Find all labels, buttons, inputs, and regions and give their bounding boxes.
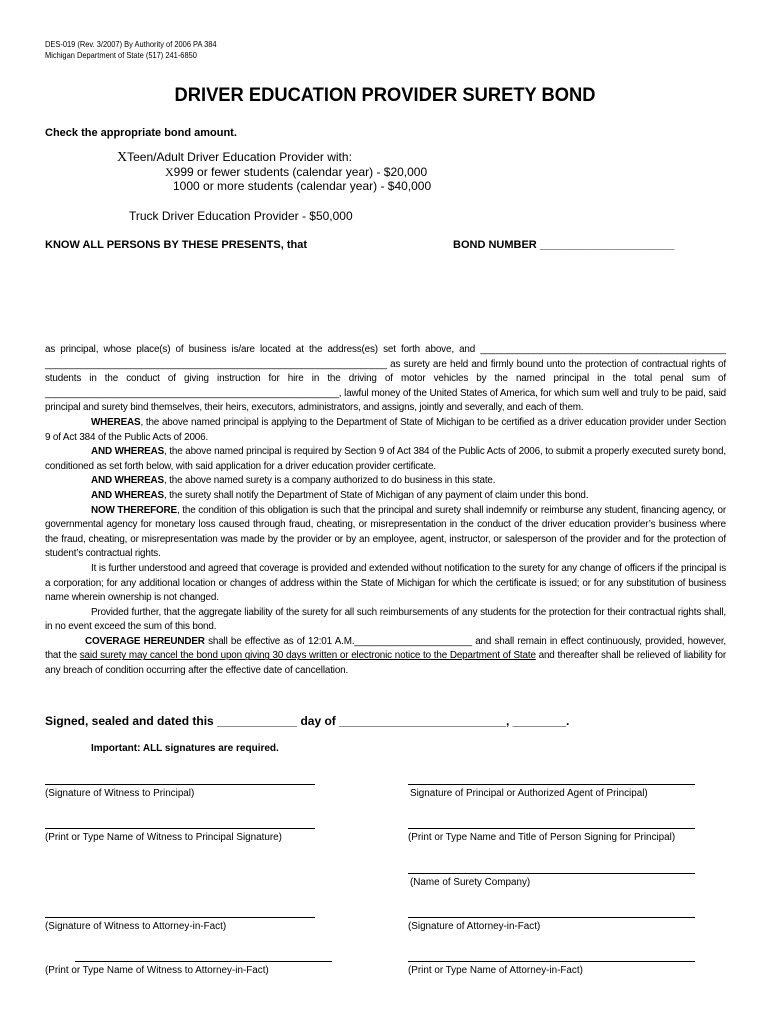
print-principal-line[interactable] bbox=[408, 828, 695, 829]
department-contact: Michigan Department of State (517) 241-6850 bbox=[45, 50, 197, 60]
option-999-checkmark[interactable]: X bbox=[165, 165, 174, 179]
attorney-signature-label: (Signature of Attorney-in-Fact) bbox=[408, 921, 541, 932]
and-whereas-text-3: , the surety shall notify the Department of State of Michigan of any payment of claim under this bond. bbox=[163, 489, 589, 501]
now-therefore-text: , the condition of this obligation is such that the principal and surety shall indemnify or reimburse any student, financing agency, or governmental agency for monetary loss caused through fraud, cheating, or misrepresentation in the conduct of the driver education provider’s business where the fraud, cheating, or misrepresentation was made by the provider or by an employee, agent, instructor, or salesperson of the provider and for the protection of student’s contractual rights. bbox=[45, 504, 726, 560]
teen-adult-option[interactable] bbox=[117, 150, 352, 166]
whereas-lead: WHEREAS bbox=[91, 416, 141, 428]
coverage-hereunder-text-a: shall be effective as of 12:01 A.M.______________________ and shall remain in effect continuously, provided, however, that the bbox=[45, 635, 727, 662]
whereas-paragraph bbox=[45, 416, 726, 445]
print-principal-label: (Print or Type Name and Title of Person Signing for Principal) bbox=[408, 832, 676, 843]
print-witness-principal-line[interactable] bbox=[45, 828, 315, 829]
principal-signature-line[interactable] bbox=[408, 784, 695, 785]
bond-paragraph-principal: as principal, whose place(s) of business is/are located at the address(es) set forth above, and ______________________________________________ ________________________________________________________________ as surety are held and firmly bound unto the protection of contractual rights of students in the conduct of giving instruction for hire in the driving of motor vehicles by the named principal in the total penal sum of _______________________________________________________, lawful money of the United States of America, for which sum well and truly to be paid, said principal and surety bind themselves, their heirs, executors, administrators, and assigns, jointly and severally, and each of them. bbox=[45, 344, 726, 414]
principal-signature-label: Signature of Principal or Authorized Agent of Principal) bbox=[410, 788, 648, 799]
and-whereas-paragraph-1 bbox=[45, 445, 726, 474]
bond-number-field[interactable]: BOND NUMBER ______________________ bbox=[453, 239, 675, 251]
bond-body bbox=[45, 343, 726, 679]
and-whereas-lead-2: AND WHEREAS bbox=[91, 475, 164, 487]
print-attorney-line[interactable] bbox=[408, 961, 695, 962]
page-title: DRIVER EDUCATION PROVIDER SURETY BOND bbox=[174, 84, 596, 106]
coverage-paragraph: It is further understood and agreed that coverage is provided and extended without notification to the surety for any change of officers if the principal is a corporation; for any additional location or changes of address within the State of Michigan for which the certificate is issued; or for any substitution of business name wherein ownership is not changed. bbox=[45, 562, 726, 604]
option-999-label: 999 or fewer students (calendar year) - $20,000 bbox=[173, 165, 428, 179]
and-whereas-lead-3: AND WHEREAS bbox=[91, 489, 164, 501]
teen-adult-label: Teen/Adult Driver Education Provider with: bbox=[127, 150, 352, 164]
cancellation-notice: said surety may cancel the bond upon giving 30 days written or electronic notice to the Department of State bbox=[79, 650, 536, 662]
print-witness-principal-label: (Print or Type Name of Witness to Principal Signature) bbox=[45, 832, 282, 843]
know-all-persons: KNOW ALL PERSONS BY THESE PRESENTS, that bbox=[45, 239, 307, 251]
print-witness-attorney-line[interactable] bbox=[75, 961, 332, 962]
and-whereas-text-2: , the above named surety is a company authorized to do business in this state. bbox=[163, 475, 496, 487]
now-therefore-paragraph bbox=[45, 504, 726, 562]
witness-principal-label: (Signature of Witness to Principal) bbox=[45, 788, 195, 799]
bond-amount-instruction: Check the appropriate bond amount. bbox=[45, 127, 237, 139]
and-whereas-text-1: , the above named principal is required by Section 9 of Act 384 of the Public Acts of 2006, to submit a properly executed surety bond, conditioned as set forth below, with said application for a driver education provider certificate. bbox=[45, 446, 726, 472]
important-note: Important: ALL signatures are required. bbox=[91, 743, 279, 754]
and-whereas-lead-1: AND WHEREAS bbox=[91, 446, 165, 458]
form-id: DES-019 (Rev. 3/2007) By Authority of 2006 PA 384 bbox=[45, 39, 217, 49]
coverage-hereunder-paragraph bbox=[45, 635, 726, 679]
truck-option[interactable] bbox=[129, 209, 353, 223]
and-whereas-paragraph-2 bbox=[45, 474, 726, 489]
truck-label: Truck Driver Education Provider - $50,000 bbox=[129, 209, 353, 223]
print-attorney-label: (Print or Type Name of Attorney-in-Fact) bbox=[408, 965, 583, 976]
teen-adult-checkmark[interactable]: X bbox=[117, 150, 128, 165]
option-1000-students[interactable] bbox=[173, 179, 431, 193]
surety-company-line[interactable] bbox=[408, 873, 695, 874]
witness-attorney-signature-line[interactable] bbox=[45, 917, 315, 918]
whereas-text: , the above named principal is applying to the Department of State of Michigan to be certified as a driver education provider under Section 9 of Act 384 of the Public Acts of 2006. bbox=[45, 416, 726, 443]
option-999-students[interactable] bbox=[165, 165, 427, 180]
surety-company-label: (Name of Surety Company) bbox=[410, 877, 531, 888]
option-1000-label: 1000 or more students (calendar year) - $40,000 bbox=[173, 179, 432, 193]
signed-dated-line[interactable]: Signed, sealed and dated this ____________ day of _________________________, ________. bbox=[45, 714, 570, 728]
coverage-hereunder-lead: COVERAGE HEREUNDER bbox=[85, 635, 205, 647]
attorney-signature-line[interactable] bbox=[408, 917, 695, 918]
and-whereas-paragraph-3 bbox=[45, 489, 726, 504]
witness-principal-signature-line[interactable] bbox=[45, 784, 315, 785]
now-therefore-lead: NOW THEREFORE bbox=[91, 504, 177, 516]
print-witness-attorney-label: (Print or Type Name of Witness to Attorney-in-Fact) bbox=[45, 965, 269, 976]
liability-paragraph: Provided further, that the aggregate liability of the surety for all such reimbursements of any students for the protection for their contractual rights shall, in no event exceed the sum of this bond. bbox=[45, 606, 726, 633]
witness-attorney-label: (Signature of Witness to Attorney-in-Fact) bbox=[45, 921, 227, 932]
coverage-hereunder-text-b: and thereafter shall be relieved of liability for any breach of condition occurring after the effective date of cancellation. bbox=[45, 650, 726, 677]
